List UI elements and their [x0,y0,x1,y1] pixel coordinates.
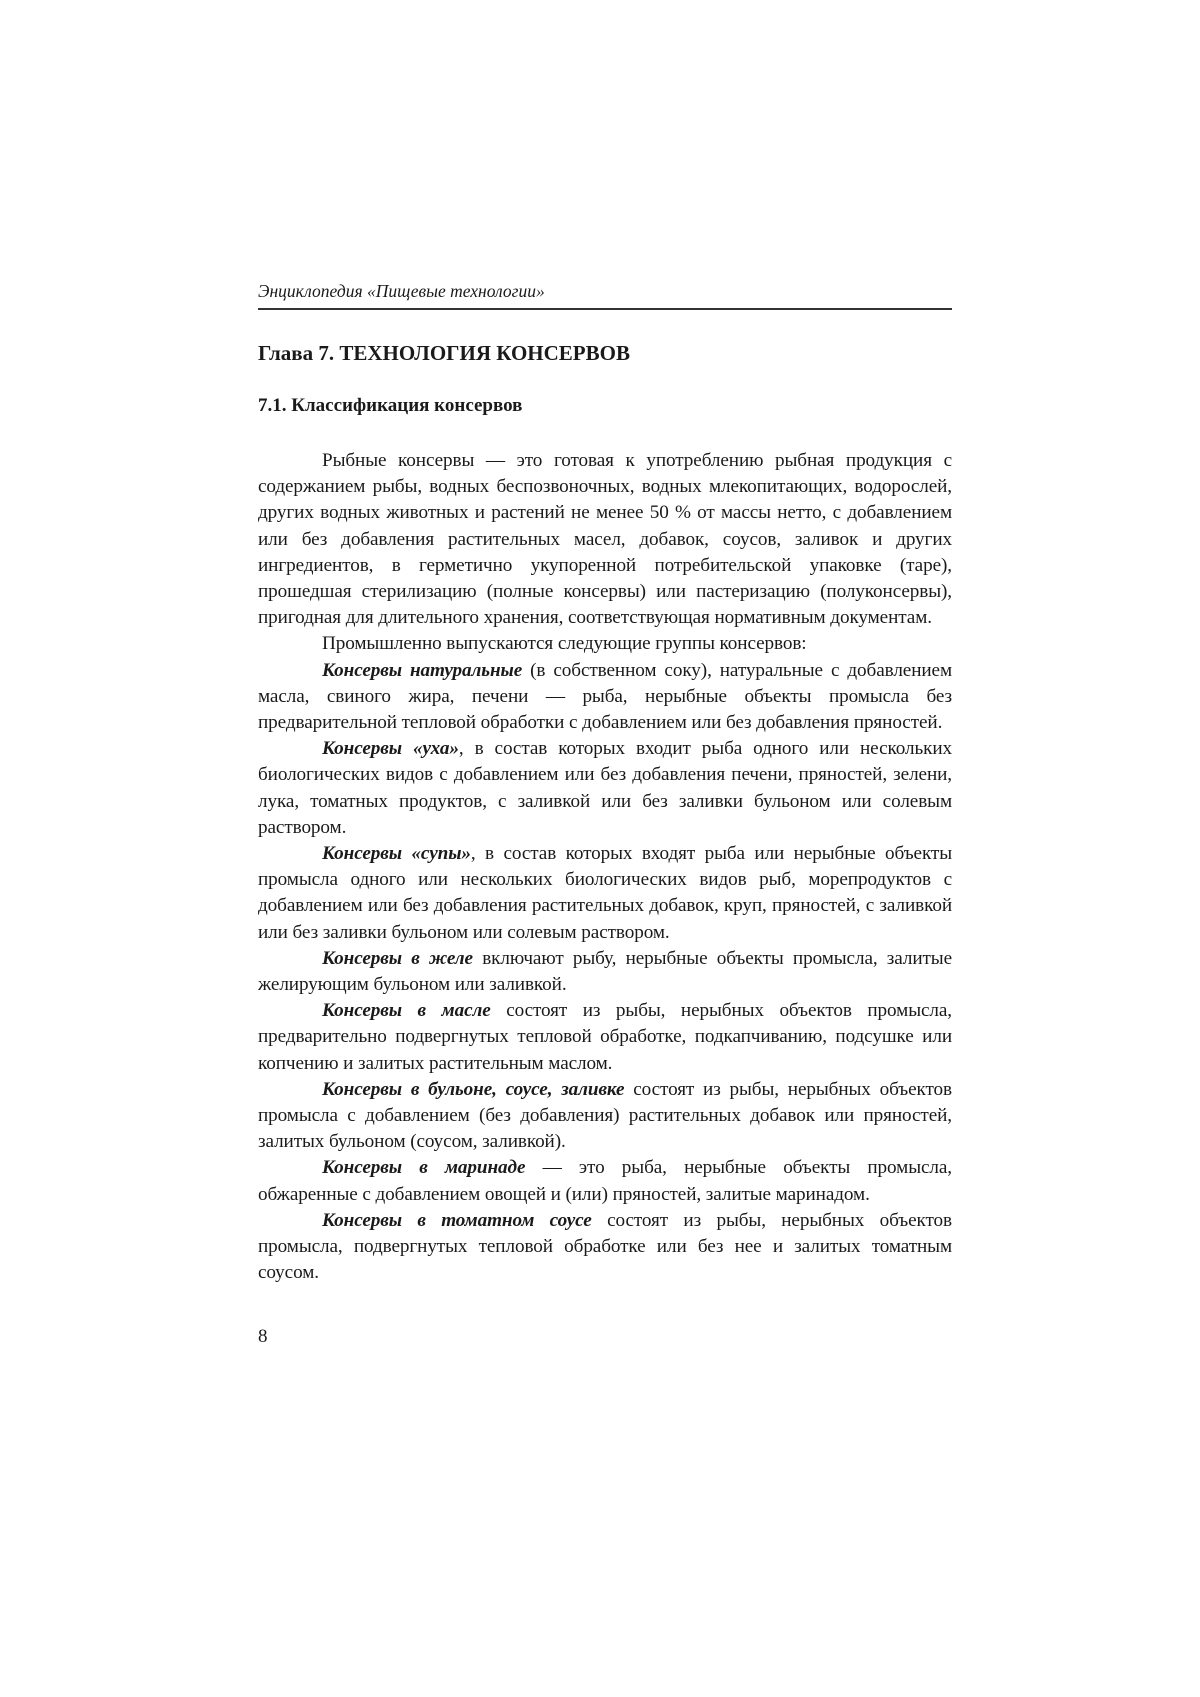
paragraph-term: Консервы «супы» [322,843,471,865]
paragraph-tomato-sauce [258,1208,952,1287]
paragraph-definition [258,448,952,631]
paragraph-soups [258,841,952,946]
paragraph-marinade [258,1155,952,1207]
paragraph-text: (в собственном соку), натуральные с добавлением масла, свиного жира, печени — рыба, нерыбные объекты промысла без предварительной тепловой обработки с добавлением или без добавления пряностей. [258,659,953,734]
paragraph-text: включают рыбу, нерыбные объекты промысла, залитые желирующим бульоном или заливкой. [258,947,952,996]
chapter-title: Глава 7. ТЕХНОЛОГИЯ КОНСЕРВОВ [258,341,630,365]
paragraph-oil [258,998,952,1077]
paragraph-text: — это рыба, нерыбные объекты промысла, обжаренные с добавлением овощей и (или) пряностей, залитые маринадом. [258,1157,952,1205]
paragraph-text: Промышленно выпускаются следующие группы консервов: [322,633,807,655]
paragraph-broth-sauce [258,1077,952,1156]
paragraph-term: Консервы в желе [322,947,473,969]
paragraph-text: состоят из рыбы, нерыбных объектов промысла, подвергнутых тепловой обработке или без нее и залитых томатным соусом. [258,1209,953,1284]
paragraph-text: состоят из рыбы, нерыбных объектов промысла с добавлением (без добавления) растительных добавок или пряностей, залитых бульоном (соусом, заливкой). [258,1078,952,1153]
body-text [258,448,952,1287]
book-page [258,280,952,1349]
paragraph-jelly [258,946,952,998]
section-title: 7.1. Классификация консервов [258,395,523,416]
paragraph-text: , в состав которых входят рыба или нерыбные объекты промысла одного или нескольких биологических видов рыб, морепродуктов с добавлением или без добавления растительных добавок, круп, пряностей, с заливкой или без заливки бульоном или солевым раствором. [258,843,952,943]
paragraph-term: Консервы в томатном соусе [322,1209,592,1231]
running-header: Энциклопедия «Пищевые технологии» [258,280,952,310]
page-number: 8 [258,1325,268,1347]
paragraph-term: Консервы в маринаде [322,1157,526,1179]
paragraph-term: Консервы в бульоне, соусе, заливке [322,1078,625,1100]
paragraph-groups-intro [258,631,952,657]
paragraph-text: состоят из рыбы, нерыбных объектов промысла, предварительно подвергнутых тепловой обработке, подкапчиванию, подсушке или копчению и залитых растительным маслом. [258,1000,952,1074]
paragraph-term: Консервы в масле [322,1000,491,1022]
paragraph-text: , в состав которых входит рыба одного или нескольких биологических видов с добавлением или без добавления печени, пряностей, зелени, лука, томатных продуктов, с заливкой или без заливки бульоном или солевым раствором. [258,738,952,838]
paragraph-term: Консервы натуральные [322,659,523,681]
paragraph-text: Рыбные консервы — это готовая к употреблению рыбная продукция с содержанием рыбы, водных беспозвоночных, водных млекопитающих, водорослей, других водных животных и растений не менее 50 % от массы нетто, с добавлением или без добавления растительных масел, добавок, соусов, заливок и других ингредиентов, в герметично укупоренной потребительской упаковке (таре), прошедшая стерилизацию (полные консервы) или пастеризацию (полуконсервы), пригодная для длительного хранения, соответствующая нормативным документам. [258,450,952,629]
paragraph-ukha [258,736,952,841]
paragraph-natural [258,658,952,737]
paragraph-term: Консервы «уха» [322,738,459,760]
